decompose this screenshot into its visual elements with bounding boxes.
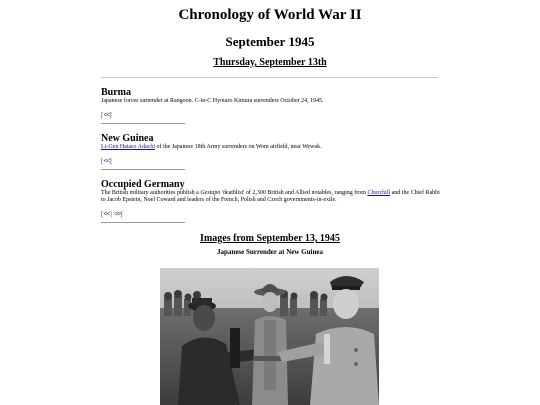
surrender-photo[interactable] [160, 268, 379, 405]
next-arrow-icon[interactable]: >> [114, 210, 121, 218]
bracket: ] [120, 210, 123, 218]
bracket: [ [101, 157, 104, 165]
nav-links [101, 157, 112, 165]
divider [101, 123, 185, 124]
bracket: ] [109, 111, 112, 119]
entry-text-body: of the Japanese 18th Army surrenders on Wom airfield, near Wewak. [154, 144, 322, 150]
entry-text-part: The British military authorities publish a [101, 190, 201, 196]
entry-new-guinea [101, 133, 441, 151]
entry-text-italic: Gestapo [200, 190, 221, 196]
entry-text [101, 190, 441, 204]
entry-text-part: 'deathlist' of 2,300 British and Allied notables, ranging from [220, 190, 368, 196]
entry-burma [101, 87, 441, 105]
nav-links [101, 210, 123, 218]
day-heading: Thursday, September 13th [213, 57, 327, 68]
site-title: Chronology of World War II [178, 7, 362, 23]
entry-title: Burma [101, 87, 131, 98]
prev-arrow-icon[interactable]: << [103, 210, 110, 218]
divider [101, 222, 185, 223]
divider [101, 77, 438, 78]
adachi-link[interactable]: Lt-Gen Hataso Adachi [101, 144, 155, 150]
entry-text-part: and the Chief Rabbi to Jacob Epstein, Noel Coward and leaders of the French, Polish and Czech governments-in-exile. [101, 190, 440, 203]
bracket: [ [101, 210, 104, 218]
churchill-link[interactable]: Churchill [367, 190, 391, 196]
bracket: [ [101, 111, 104, 119]
page-title: September 1945 [225, 34, 315, 49]
separator: | [111, 210, 113, 218]
nav-links [101, 111, 112, 119]
photo-image [160, 268, 379, 405]
entry-occupied-germany [101, 179, 441, 204]
photo-caption: Japanese Surrender at New Guinea [217, 248, 323, 256]
entry-text: Japanese forces surrender at Rangoon. C-in-C Hyotaro Kimura surrenders October 24, 1945. [101, 98, 324, 104]
bracket: ] [109, 157, 112, 165]
prev-arrow-icon[interactable]: << [103, 157, 110, 165]
entry-text [101, 144, 441, 151]
divider [101, 169, 185, 170]
entry-title: Occupied Germany [101, 179, 185, 190]
entry-title: New Guinea [101, 133, 154, 144]
images-heading[interactable]: Images from September 13, 1945 [200, 233, 340, 244]
prev-arrow-icon[interactable]: << [103, 111, 110, 119]
